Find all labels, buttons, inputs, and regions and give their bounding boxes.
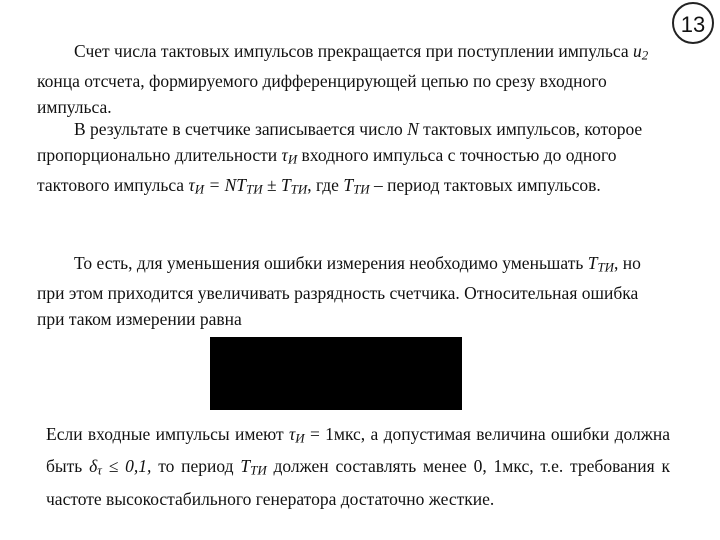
u-subscript: 2 bbox=[641, 47, 649, 63]
paragraph-counter-result bbox=[37, 116, 663, 203]
tau-symbol: τ bbox=[281, 145, 288, 165]
p3-text-a: То есть, для уменьшения ошибки измерения необходимо уменьшать bbox=[74, 253, 588, 273]
delta-subscript: τ bbox=[97, 462, 102, 478]
p1-text-a: Счет числа тактовых импульсов прекращается при поступлении импульса bbox=[74, 41, 633, 61]
t-symbol: T bbox=[587, 253, 598, 273]
p1-text-b: конца отсчета, формируемого дифференцирующей цепью по срезу входного импульса. bbox=[37, 71, 607, 118]
paragraph-count-stop bbox=[37, 38, 663, 120]
formula-image-redacted bbox=[210, 337, 462, 410]
t-symbol: T bbox=[280, 175, 291, 196]
t-symbol: T bbox=[343, 175, 354, 196]
p3-text-b: , но при этом приходится увеличивать разрядность счетчика. Относительная ошибка при таком измерении равна bbox=[37, 253, 641, 330]
tau-symbol: τ bbox=[289, 424, 296, 444]
p4-text-b: = 1мкс, а допустимая величина ошибки должна быть bbox=[46, 424, 670, 477]
p2-text-b: тактовых импульсов, которое пропорционально длительности bbox=[37, 119, 643, 165]
t-subscript: ТИ bbox=[290, 181, 308, 197]
tau-symbol: τ bbox=[188, 175, 195, 196]
p4-text-c: то период bbox=[151, 456, 241, 477]
t-symbol: T bbox=[240, 456, 251, 477]
n-symbol: N bbox=[407, 119, 419, 139]
t-subscript: ТИ bbox=[250, 462, 267, 478]
tau-subscript: И bbox=[295, 430, 305, 446]
p4-text-d: должен составлять менее 0, 1мкс, т.е. требования к частоте высокостабильного генератора достаточно жесткие. bbox=[46, 456, 670, 509]
u-symbol: u bbox=[632, 41, 642, 61]
t-subscript: ТИ bbox=[353, 181, 370, 197]
p2-text-c: входного импульса с точностью до одного тактового импульса bbox=[37, 145, 617, 196]
p2-text-d: , где bbox=[307, 175, 344, 196]
p4-text-a: Если входные импульсы имеют bbox=[46, 424, 289, 444]
equation-text: = NT bbox=[204, 175, 247, 196]
tau-subscript: И bbox=[287, 151, 298, 167]
tau-subscript: И bbox=[194, 181, 205, 197]
slide-number-badge: 13 bbox=[672, 2, 714, 44]
delta-symbol: δ bbox=[89, 456, 98, 477]
paragraph-error-reduction bbox=[37, 250, 663, 332]
t-subscript: ТИ bbox=[597, 259, 614, 275]
p2-text-a: В результате в счетчике записывается число bbox=[74, 119, 408, 139]
plus-minus: ± bbox=[262, 175, 281, 196]
inequality-text: ≤ 0,1, bbox=[101, 456, 152, 477]
p2-text-e: – период тактовых импульсов. bbox=[369, 175, 601, 196]
t-subscript: ТИ bbox=[246, 181, 263, 197]
paragraph-example bbox=[46, 420, 670, 513]
